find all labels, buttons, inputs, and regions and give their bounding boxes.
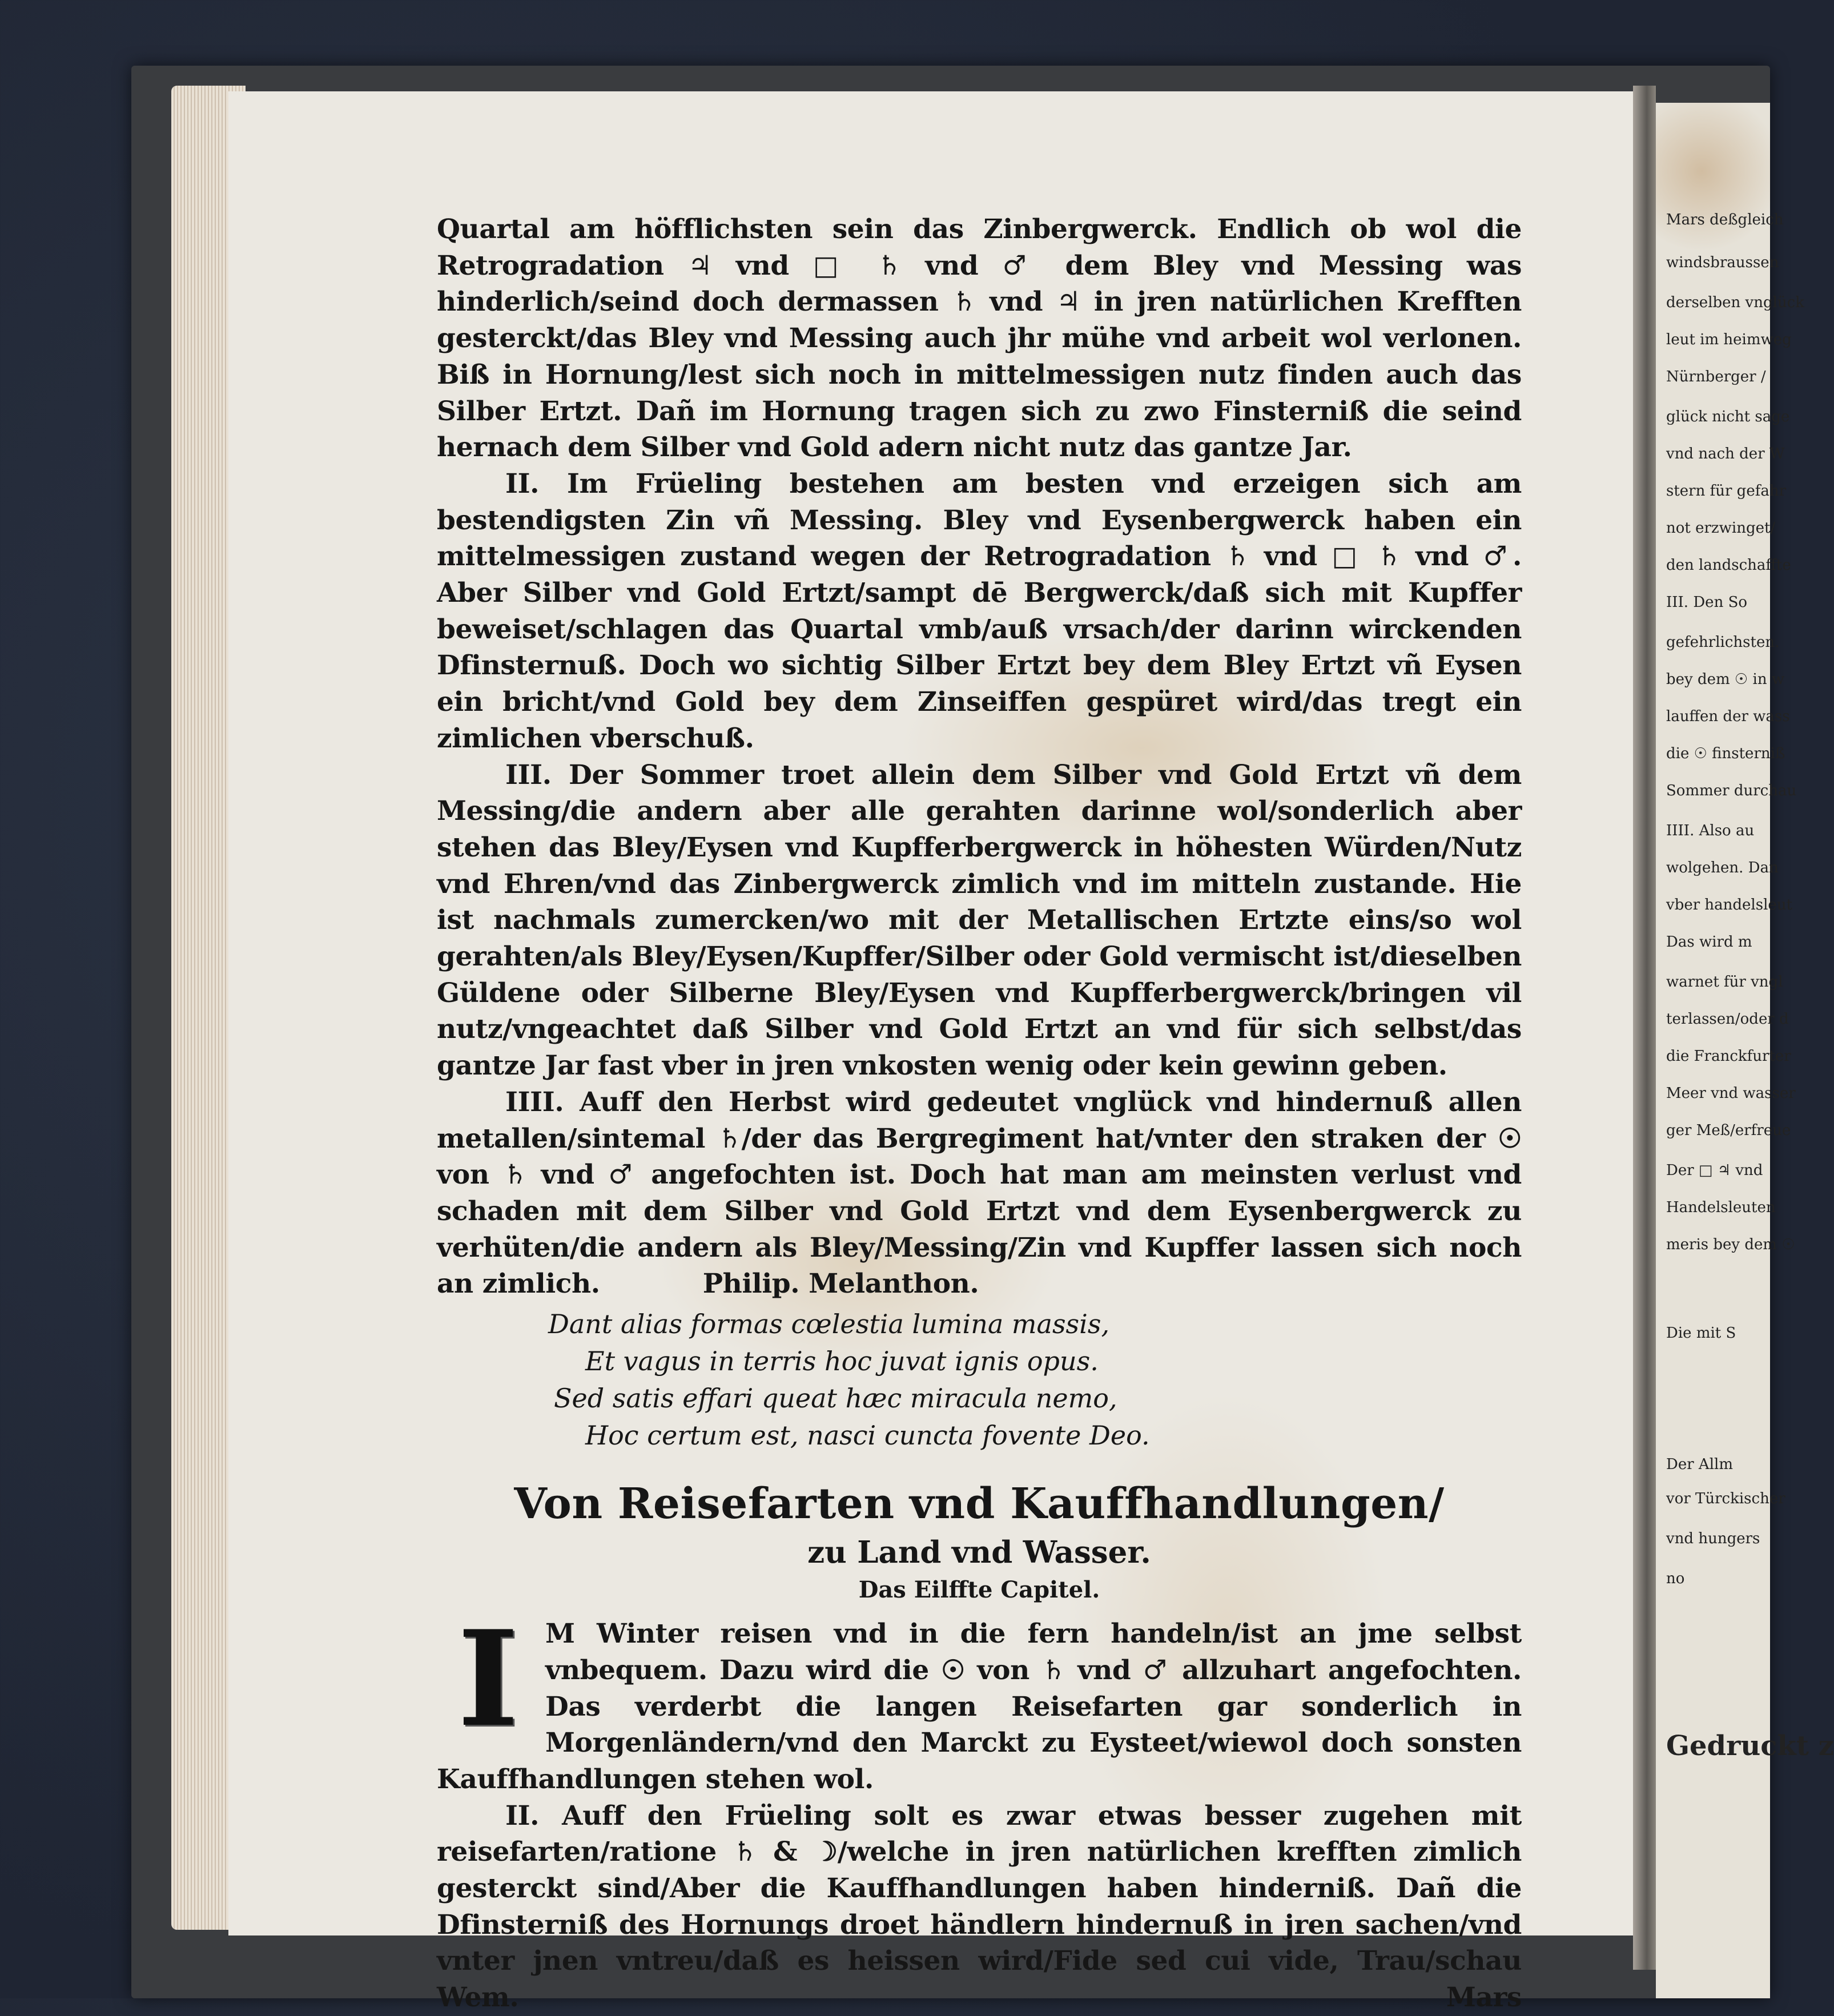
right-page-fragment: Gedruckt z [1666,1730,1834,1762]
section-heading: Von Reisefarten vnd Kauffhandlungen/ [514,1479,1445,1529]
catchword: Mars [1446,1982,1522,2014]
paragraph-winter: M Winter reisen vnd in die fern handeln/ist an jme selbst vnbequem. Dazu wird die ☉ von ♄ vnd ♂ allzuhart angefochten. Das verderbt die langen Reisefarten gar sonderlich in Morgenländern/vnd den Marckt zu Eysteet/wiewol doch sonsten Kauffhandlungen stehen wol. [437,1618,1522,1795]
book-gutter [1633,86,1656,1970]
right-page-fragment: terlassen/oder d [1666,1011,1789,1028]
right-page-fragment: stern für gefahr [1666,482,1787,500]
verse-line: Et vagus in terris hoc juvat ignis opus. [585,1346,1099,1377]
paragraph-sommer: III. Der Sommer troet allein dem Silber vnd Gold Ertzt vñ dem Messing/die andern aber alle gerahten darinne wol/sonderlich aber stehen das Bley/Eysen vnd Kupfferbergwerck in höhesten Würden/Nutz vnd Ehren/vnd das Zinbergwerck zimlich vnd im mitteln zustande. Hie ist nachmals zumercken/wo mit der Metallischen Ertzte eins/so wol gerahten/als Bley/Eysen/Kupffer/Silber oder Gold vermischt ist/dieselben Güldene oder Silberne Bley/Eysen vnd Kupfferbergwerck/bringen vil nutz/vngeachtet daß Silber vnd Gold Ertzt an vnd für sich selbst/das gantze Jar fast vber in jren vnkosten wenig oder kein gewinn geben. [437,759,1522,1082]
right-page-fragment: wolgehen. Dan [1666,859,1779,876]
paragraph-fruehling: II. Im Früeling bestehen am besten vnd erzeigen sich am bestendigsten Zin vñ Messing. Bley vnd Eysenbergwerck haben ein mittelmessigen zustand wegen der Retrogradation ♄ vnd □ ♄ vnd ♂. Aber Silber vnd Gold Ertzt/sampt dē Bergwerck/daß sich mit Kupffer beweiset/schlagen das Quartal vmb/auß vrsach/der darinn wirckenden Dfinsternuß. Doch wo sichtig Silber Ertzt bey dem Bley Ertzt vñ Eysen ein bricht/vnd Gold bey dem Zinseiffen gespüret wird/das tregt ein zimlichen vberschuß. [437,468,1522,754]
right-page-fragment: not erzwinget/ [1666,520,1776,537]
verse-line: Sed satis effari queat hæc miracula nemo, [554,1383,1117,1414]
verse-line: Hoc certum est, nasci cuncta fovente Deo. [585,1420,1150,1451]
paragraph-quartal: Quartal am höfflichsten sein das Zinbergwerck. Endlich ob wol die Retrogradation ♃ vnd □ ♄ vnd ♂ dem Bley vnd Messing was hinderlich/seind doch dermassen ♄ vnd ♃ in jren natürlichen Krefften gesterckt/das Bley vnd Messing auch jhr mühe vnd arbeit wol verlonen. Biß in Hornung/lest sich noch in mittelmessigen nutz finden auch das Silber Ertzt. Dañ im Hornung tragen sich zu zwo Finsterniß die seind hernach dem Silber vnd Gold adern nicht nutz das gantze Jar. [437,214,1522,464]
right-page-fragment: vber handelsleut [1666,896,1792,914]
right-page-fragment: no [1666,1570,1685,1587]
right-page-fragment: den landschaffte [1666,557,1791,574]
decorated-initial: I [457,1602,519,1757]
right-page-fragment: bey dem ☉ in w [1666,671,1785,688]
paragraph-herbst: IIII. Auff den Herbst wird gedeutet vnglück vnd hindernuß allen metallen/sintemal ♄/der das Bergregiment hat/vnter den straken der ☉ von ♄ vnd ♂ angefochten ist. Doch hat man am meinsten verlust vnd schaden mit dem Silber vnd Gold Ertzt vnd dem Eysenbergwerck zu verhüten/die andern als Bley/Messing/Zin vnd Kupffer lassen sich noch an zimlich. Philip. Melanthon. [437,1086,1522,1300]
right-page-fragment: Mars deßgleich [1666,211,1784,228]
verse-line: Dant alias formas cœlestia lumina massis, [548,1309,1110,1340]
right-page-fragment: gefehrlichsten. [1666,634,1780,651]
right-page-fragment: Handelsleuten [1666,1199,1776,1216]
page-text [437,211,1522,2016]
chapter-label: Das Eilffte Capitel. [858,1576,1100,1604]
right-page-fragment: die ☉ finsterniß [1666,745,1785,762]
right-page-fragment: vor Türckischer [1666,1490,1785,1507]
right-page-fragment: ger Meß/erfreue [1666,1122,1791,1139]
right-page-fragment: die Franckfurter [1666,1048,1791,1065]
right-page-fragment: IIII. Also au [1666,822,1755,839]
right-page-fragment: Der Allm [1666,1456,1733,1473]
right-page-fragment: warnet für vngl [1666,973,1783,991]
right-page-fragment: derselben vnglück [1666,294,1804,311]
right-page-fragment: lauffen der wass [1666,708,1790,725]
section-subheading: zu Land vnd Wasser. [807,1535,1151,1571]
right-page-fragment: glück nicht sage [1666,408,1790,425]
right-page-fragment: windsbraussen [1666,254,1779,271]
right-page-fragment: vnd nach der W [1666,445,1785,462]
latin-verse [437,1306,1522,1454]
right-page-fragment: Nürnberger / [1666,368,1766,385]
right-page-fragment: Die mit S [1666,1325,1736,1342]
right-page-fragment: meris bey dem ☉ [1666,1236,1795,1253]
signature: Philip. Melanthon. [702,1268,979,1300]
right-page-fragment: vnd hungers [1666,1530,1760,1547]
paragraph-fruehling-reise: II. Auff den Früeling solt es zwar etwas besser zugehen mit reisefarten/ratione ♄ & ☽/welche in jren natürlichen krefften zimlich gesterckt sind/Aber die Kauffhandlungen haben hinderniß. Dañ die Dfinsterniß des Hornungs droet händlern hindernuß in jren sachen/vnd vnter jnen vntreu/daß es heissen wird/Fide sed cui vide, Trau/schau Wem. Mars [437,1798,1522,2016]
right-page-fragment: leut im heimweg [1666,331,1792,348]
right-page-fragment: Meer vnd wasser [1666,1085,1796,1102]
right-page-fragment: Sommer durchau [1666,782,1797,799]
right-page [1656,103,1834,1998]
right-page-fragment: III. Den So [1666,594,1748,611]
right-page-fragment: Der □ ♃ vnd [1666,1162,1763,1179]
right-page-fragment: Das wird m [1666,933,1752,951]
chapter-body [437,1602,1522,2016]
